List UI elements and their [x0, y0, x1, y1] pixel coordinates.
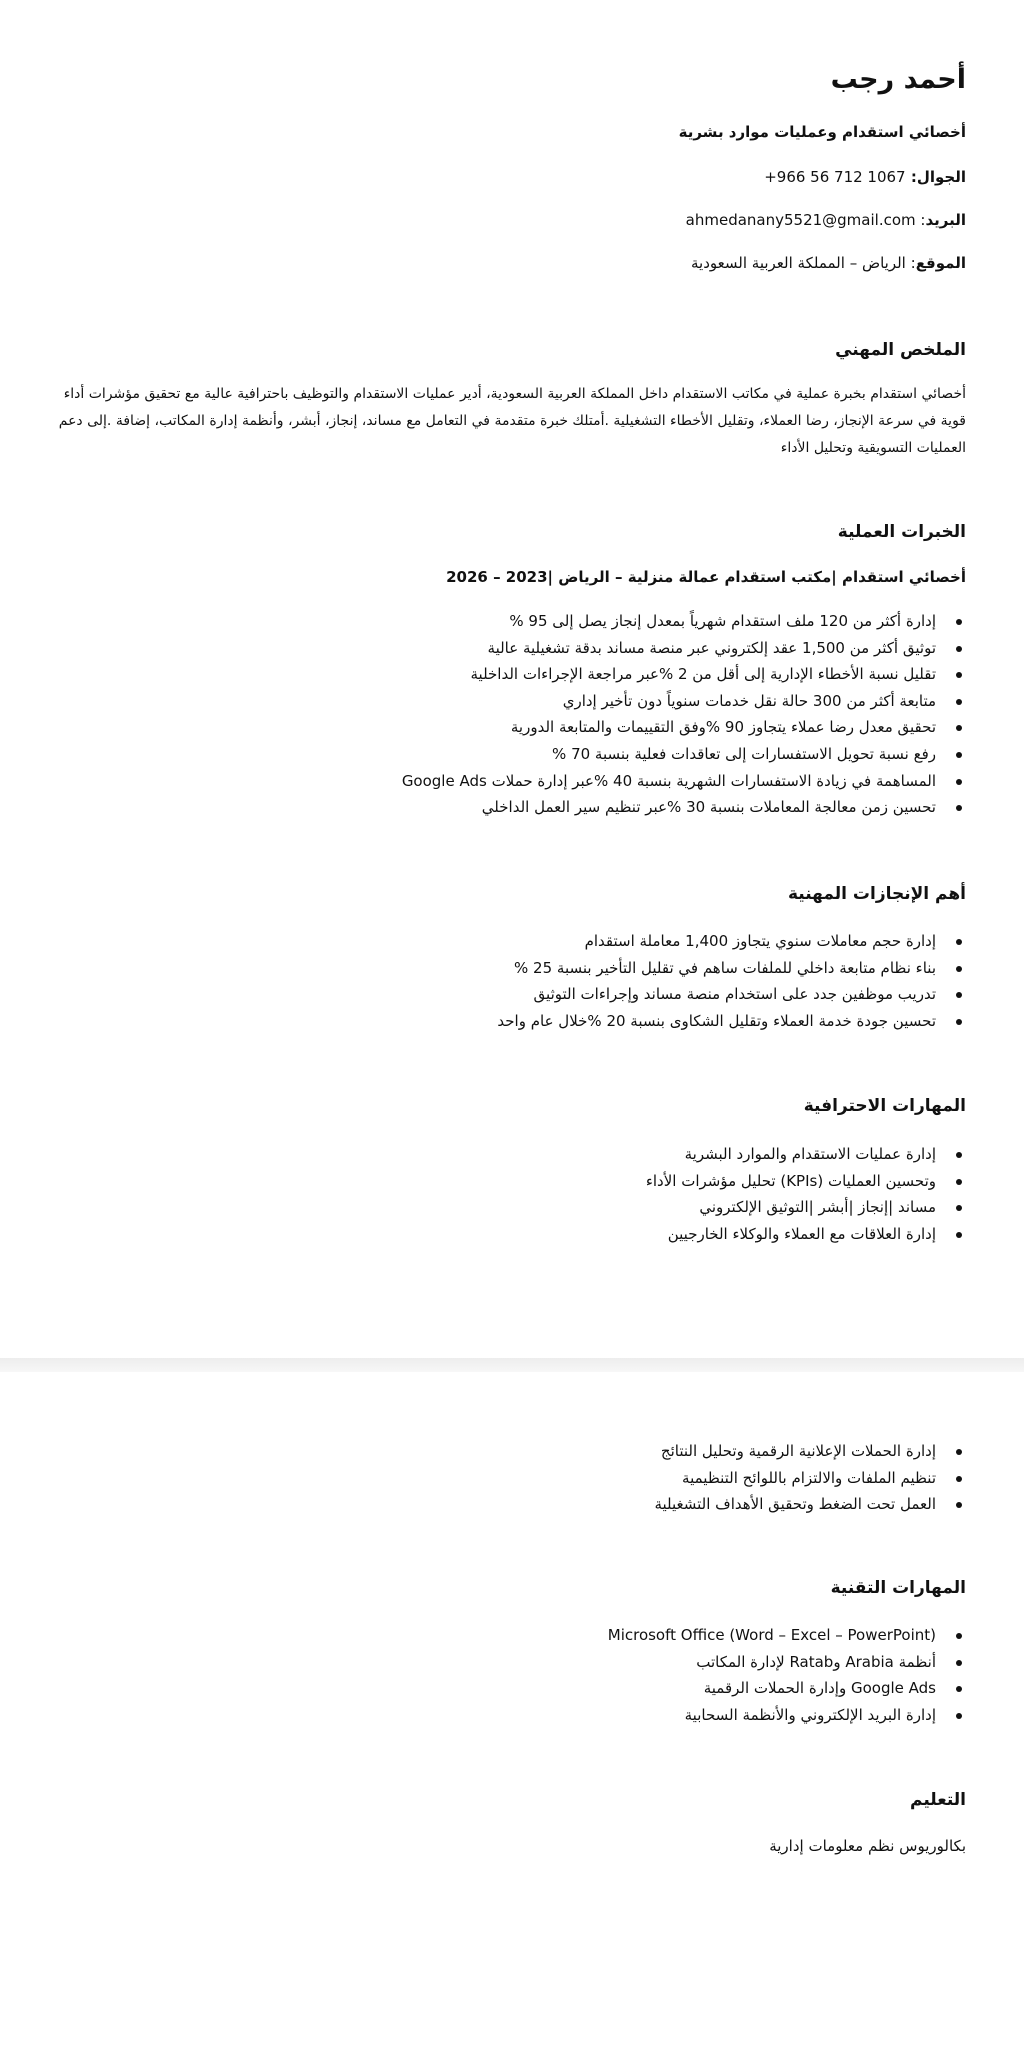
education-heading: التعليم — [910, 1790, 966, 1810]
professional-skills-list — [646, 1141, 966, 1247]
technical-skills-list — [608, 1622, 966, 1728]
list-item: أنظمة Arabia وRatab لإدارة المكاتب — [608, 1649, 966, 1676]
email-line: البريد: ahmedanany5521@gmail.com — [685, 211, 966, 229]
list-item: تدريب موظفين جدد على استخدام منصة مساند وإجراءات التوثيق — [497, 981, 966, 1008]
phone-label: الجوال — [916, 168, 966, 186]
page-break — [0, 1358, 1024, 1372]
technical-skills-heading: المهارات التقنية — [830, 1578, 966, 1598]
list-item: إدارة الحملات الإعلانية الرقمية وتحليل النتائج — [654, 1438, 966, 1465]
phone-value: +966 56 712 1067 — [764, 168, 906, 186]
list-item: توثيق أكثر من 1,500 عقد إلكتروني عبر منصة مساند بدقة تشغيلية عالية — [402, 635, 966, 662]
list-item: تنظيم الملفات والالتزام باللوائح التنظيمية — [654, 1465, 966, 1492]
resume-page-2 — [0, 1372, 1024, 2054]
phone-line: الجوال: +966 56 712 1067 — [764, 168, 966, 186]
education-degree: بكالوريوس نظم معلومات إدارية — [769, 1837, 966, 1855]
location-label: الموقع — [915, 254, 966, 272]
list-item: العمل تحت الضغط وتحقيق الأهداف التشغيلية — [654, 1491, 966, 1518]
experience-list — [402, 608, 966, 821]
email-label: البريد — [925, 211, 966, 229]
achievements-list — [497, 928, 966, 1034]
candidate-name: أحمد رجب — [830, 64, 966, 95]
list-item: Microsoft Office (Word – Excel – PowerPoint) — [608, 1622, 966, 1649]
list-item: إدارة البريد الإلكتروني والأنظمة السحابية — [608, 1702, 966, 1729]
list-item: المساهمة في زيادة الاستفسارات الشهرية بنسبة 40 %عبر إدارة حملات Google Ads — [402, 768, 966, 795]
list-item: متابعة أكثر من 300 حالة نقل خدمات سنوياً دون تأخير إداري — [402, 688, 966, 715]
email-value: ahmedanany5521@gmail.com — [685, 211, 916, 229]
summary-text: أخصائي استقدام بخبرة عملية في مكاتب الاستقدام داخل المملكة العربية السعودية، أدير عمليات الاستقدام والتوظيف باحترافية عالية مع تحقيق مؤشرات أداء قوية في سرعة الإنجاز، رضا العملاء، وتقليل الأخطاء التشغيلية .أمتلك خبرة متقدمة في التعامل مع مساند، إنجاز، أبشر، وأنظمة إدارة المكاتب، إضافة .إلى دعم العمليات التسويقية وتحليل الأداء — [58, 386, 966, 456]
list-item: إدارة حجم معاملات سنوي يتجاوز 1,400 معاملة استقدام — [497, 928, 966, 955]
list-item: Google Ads وإدارة الحملات الرقمية — [608, 1675, 966, 1702]
list-item: بناء نظام متابعة داخلي للملفات ساهم في تقليل التأخير بنسبة 25 % — [497, 955, 966, 982]
list-item: تقليل نسبة الأخطاء الإدارية إلى أقل من 2 %عبر مراجعة الإجراءات الداخلية — [402, 661, 966, 688]
professional-skills-list-continued — [654, 1438, 966, 1518]
job-title: أخصائي استقدام وعمليات موارد بشرية — [678, 123, 966, 141]
list-item: إدارة عمليات الاستقدام والموارد البشرية — [646, 1141, 966, 1168]
list-item: تحقيق معدل رضا عملاء يتجاوز 90 %وفق التقييمات والمتابعة الدورية — [402, 714, 966, 741]
list-item: إدارة العلاقات مع العملاء والوكلاء الخارجيين — [646, 1221, 966, 1248]
location-line: الموقع: الرياض – المملكة العربية السعودية — [691, 254, 966, 272]
achievements-heading: أهم الإنجازات المهنية — [787, 884, 966, 904]
list-item: وتحسين العمليات (KPIs) تحليل مؤشرات الأداء — [646, 1168, 966, 1195]
summary-heading: الملخص المهني — [835, 340, 966, 360]
experience-heading: الخبرات العملية — [837, 522, 966, 542]
list-item: مساند |إنجاز |أبشر |التوثيق الإلكتروني — [646, 1194, 966, 1221]
list-item: إدارة أكثر من 120 ملف استقدام شهرياً بمعدل إنجاز يصل إلى 95 % — [402, 608, 966, 635]
professional-skills-heading: المهارات الاحترافية — [803, 1096, 966, 1116]
list-item: تحسين جودة خدمة العملاء وتقليل الشكاوى بنسبة 20 %خلال عام واحد — [497, 1008, 966, 1035]
location-value: الرياض – المملكة العربية السعودية — [691, 254, 906, 272]
list-item: رفع نسبة تحويل الاستفسارات إلى تعاقدات فعلية بنسبة 70 % — [402, 741, 966, 768]
list-item: تحسين زمن معالجة المعاملات بنسبة 30 %عبر تنظيم سير العمل الداخلي — [402, 794, 966, 821]
experience-job-line: أخصائي استقدام |مكتب استقدام عمالة منزلية – الرياض |2023 – 2026 — [446, 568, 966, 586]
